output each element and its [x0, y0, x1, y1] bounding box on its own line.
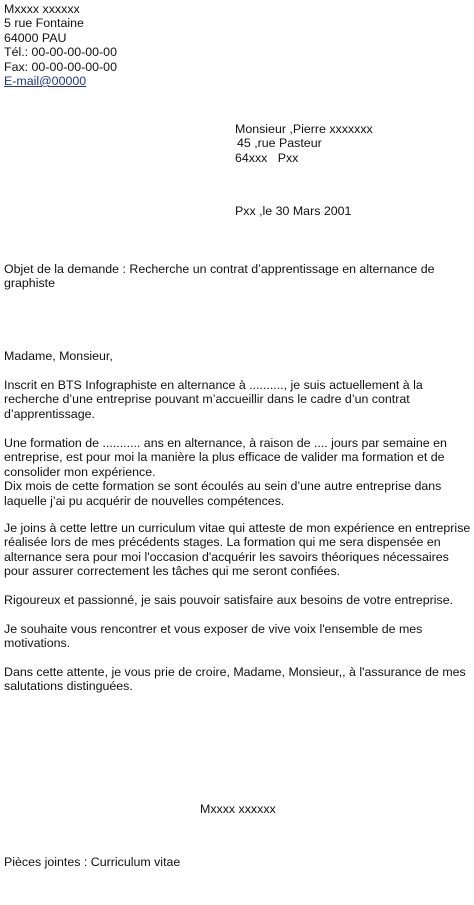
paragraph-line: réalisée lors de mes précédents stages. La formation qui me sera dispensée en	[4, 535, 441, 550]
sender-name: Mxxxx xxxxxx	[4, 2, 80, 16]
sender-phone: Tél.: 00-00-00-00-00	[4, 45, 117, 60]
paragraph-5	[4, 622, 474, 651]
attachments-line: Pièces jointes : Curriculum vitae	[4, 855, 181, 869]
paragraph-line: pour assurer correctement les tâches qui me seront confiées.	[4, 564, 341, 579]
paragraph-6	[4, 665, 474, 694]
paragraph-2	[4, 436, 474, 508]
recipient-street: 45 ,rue Pasteur	[237, 136, 322, 151]
sender-city: 64000 PAU	[4, 30, 67, 45]
paragraph-line: recherche d’une entreprise pouvant m’accueillir dans le cadre d’un contrat	[4, 392, 410, 407]
place-and-date: Pxx ,le 30 Mars 2001	[235, 204, 352, 218]
subject-line-2: graphiste	[4, 276, 55, 291]
paragraph-line: Je joins à cette lettre un curriculum vitae qui atteste de mon expérience en entreprise	[4, 521, 471, 535]
paragraph-1	[4, 378, 474, 421]
paragraph-line: Rigoureux et passionné, je sais pouvoir satisfaire aux besoins de votre entreprise.	[4, 593, 454, 607]
sender-address-block	[4, 2, 117, 88]
paragraph-line: Dans cette attente, je vous prie de croire, Madame, Monsieur,, à l'assurance de mes	[4, 665, 466, 679]
paragraph-line: Dix mois de cette formation se sont écoulés au sein d’une autre entreprise dans	[4, 479, 442, 494]
subject-line	[4, 262, 470, 291]
recipient-name: Monsieur ,Pierre xxxxxxx	[235, 122, 373, 136]
sender-email-link[interactable]: E-mail@00000	[4, 74, 87, 89]
paragraph-line: Inscrit en BTS Infographiste en alternance à .........., je suis actuellement à la	[4, 378, 423, 392]
signature: Mxxxx xxxxxx	[200, 802, 276, 816]
recipient-city: 64xxx Pxx	[235, 150, 299, 165]
salutation: Madame, Monsieur,	[4, 349, 113, 363]
paragraph-3	[4, 521, 474, 579]
sender-fax: Fax: 00-00-00-00-00	[4, 59, 117, 74]
paragraph-line: motivations.	[4, 636, 71, 651]
paragraph-4	[4, 593, 474, 607]
subject-line-1: Objet de la demande : Recherche un contrat d’apprentissage en alternance de	[4, 262, 435, 276]
recipient-address-block	[235, 122, 373, 165]
paragraph-line: alternance sera pour moi l'occasion d'acquérir les savoirs théoriques nécessaires	[4, 549, 449, 564]
paragraph-line: Une formation de ........... ans en alternance, à raison de .... jours par semaine en	[4, 436, 447, 450]
paragraph-line: Je souhaite vous rencontrer et vous exposer de vive voix l'ensemble de mes	[4, 622, 423, 636]
paragraph-line: laquelle j’ai pu acquérir de nouvelles compétences.	[4, 493, 285, 508]
paragraph-line: entreprise, est pour moi la manière la plus efficace de valider ma formation et de	[4, 450, 445, 465]
paragraph-line: consolider mon expérience.	[4, 464, 156, 479]
sender-street: 5 rue Fontaine	[4, 16, 84, 31]
paragraph-line: salutations distinguées.	[4, 679, 133, 694]
paragraph-line: d’apprentissage.	[4, 406, 95, 421]
